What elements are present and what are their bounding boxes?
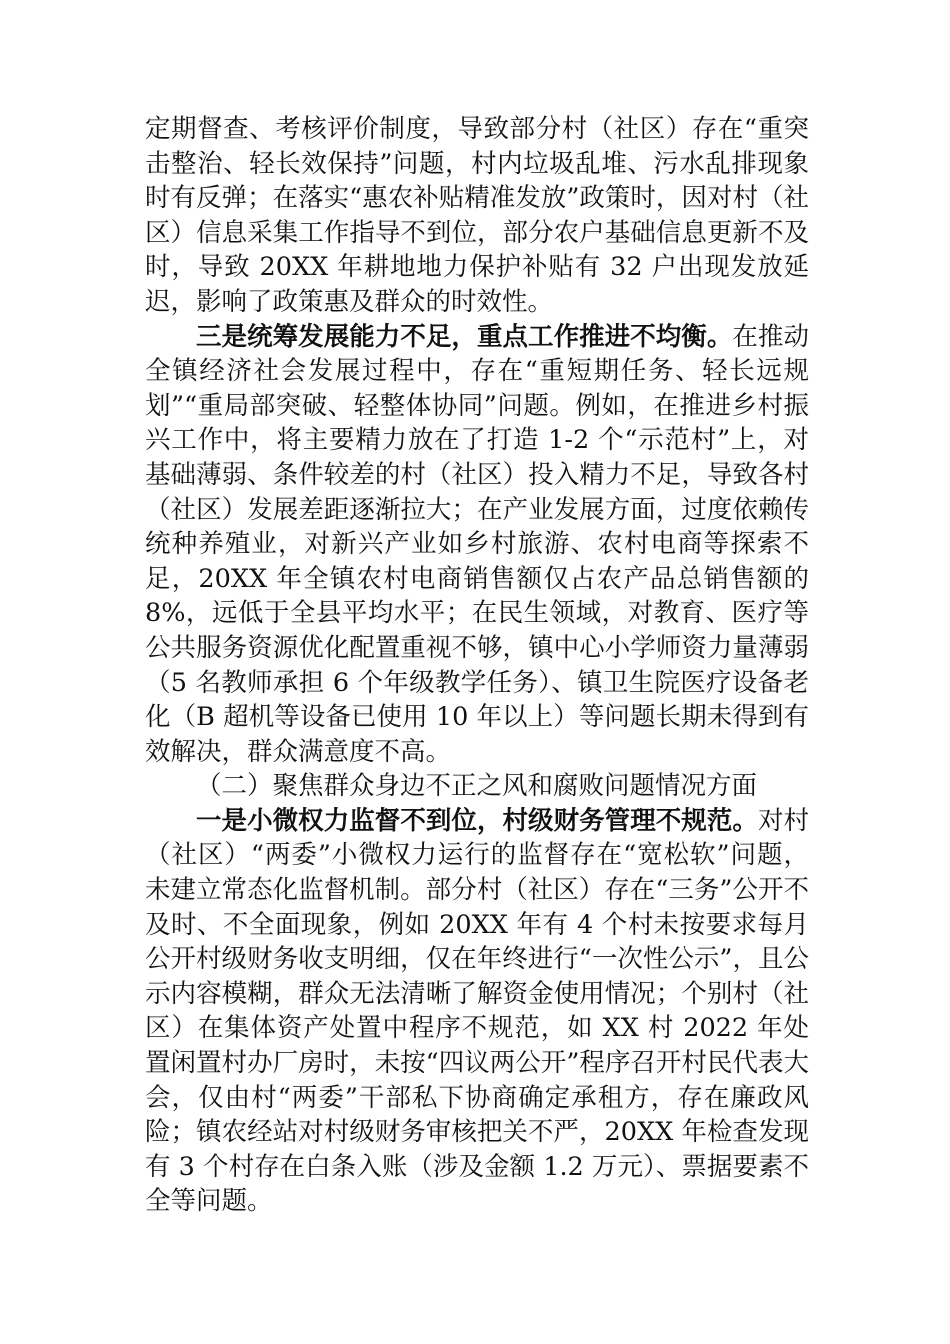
document-page bbox=[145, 112, 809, 1219]
paragraph-continuation: 定期督查、考核评价制度，导致部分村（社区）存在“重突击整治、轻长效保持”问题，村内垃圾乱堆、污水乱排现象时有反弹；在落实“惠农补贴精准发放”政策时，因对村（社区）信息采集工作指导不到位，部分农户基础信息更新不及时，导致 20XX 年耕地地力保护补贴有 32 户出现发放延迟，影响了政策惠及群众的时效性。 bbox=[145, 114, 809, 317]
paragraph-point-three bbox=[145, 320, 809, 770]
point-three-lead: 三是统筹发展能力不足，重点工作推进不均衡。 bbox=[196, 321, 733, 352]
point-three-body: 在推动全镇经济社会发展过程中，存在“重短期任务、轻长远规划”“重局部突破、轻整体协同”问题。例如，在推进乡村振兴工作中，将主要精力放在了打造 1-2 个“示范村”上，对基础薄弱、条件较差的村（社区）投入精力不足，导致各村（社区）发展差距逐渐拉大；在产业发展方面，过度依赖传统种养殖业，对新兴产业如乡村旅游、农村电商等探索不足，20XX 年全镇农村电商销售额仅占农产品总销售额的 8%，远低于全县平均水平；在民生领域，对教育、医疗等公共服务资源优化配置重视不够，镇中心小学师资力量薄弱（5 名教师承担 6 个年级教学任务）、镇卫生院医疗设备老化（B 超机等设备已使用 10 年以上）等问题长期未得到有效解决，群众满意度不高。 bbox=[145, 321, 809, 767]
point-one-lead: 一是小微权力监督不到位，村级财务管理不规范。 bbox=[196, 805, 758, 836]
section-heading: （二）聚焦群众身边不正之风和腐败问题情况方面 bbox=[196, 771, 758, 802]
paragraph-point-one bbox=[145, 804, 809, 1219]
point-one-body: 对村（社区）“两委”小微权力运行的监督存在“宽松软”问题，未建立常态化监督机制。部分村（社区）存在“三务”公开不及时、不全面现象，例如 20XX 年有 4 个村未按要求每月公开村级财务收支明细，仅在年终进行“一次性公示”，且公示内容模糊，群众无法清晰了解资金使用情况；个别村（社区）在集体资产处置中程序不规范，如 XX 村 2022 年处置闲置村办厂房时，未按“四议两公开”程序召开村民代表大会，仅由村“两委”干部私下协商确定承租方，存在廉政风险；镇农经站对村级财务审核把关不严，20XX 年检查发现有 3 个村存在白条入账（涉及金额 1.2 万元）、票据要素不全等问题。 bbox=[145, 805, 809, 1217]
